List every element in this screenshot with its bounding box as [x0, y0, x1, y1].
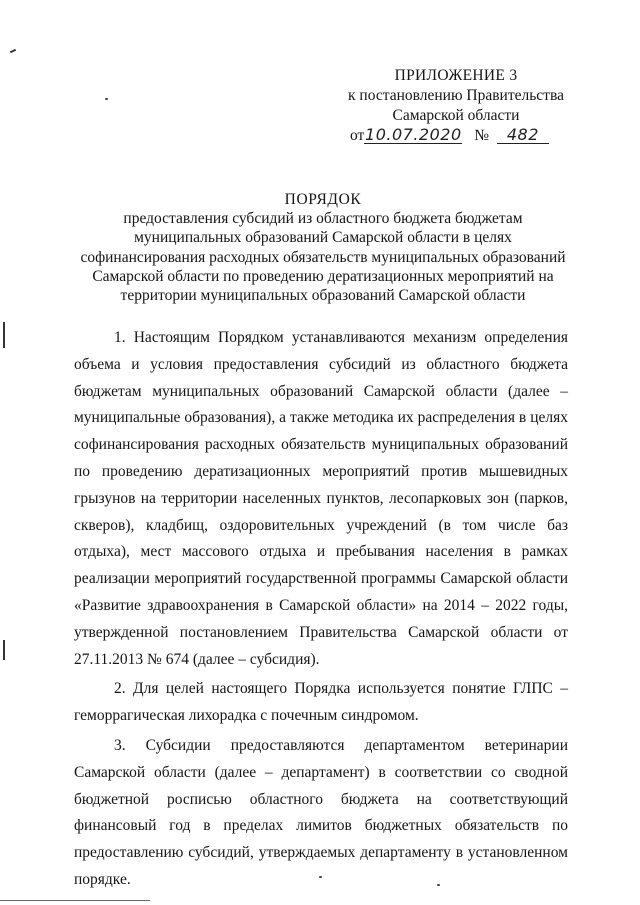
scan-stroke-mark	[10, 49, 16, 53]
title-line: предоставления субсидий из областного бюджета бюджетам	[123, 210, 523, 228]
scan-edge-mark	[3, 322, 5, 348]
handwritten-number: 482	[497, 126, 549, 144]
region-name: Самарской области	[392, 107, 520, 124]
scan-bottom-line	[0, 900, 150, 901]
document-title-block	[78, 190, 568, 305]
handwritten-date: 10.07.2020	[365, 125, 462, 144]
title-line: муниципальных образований Самарской области в целях	[134, 229, 512, 247]
title-line: софинансирования расходных обязательств муниципальных образований	[80, 248, 566, 266]
resolution-reference: к постановлению Правительства	[348, 87, 564, 104]
title-line: Самарской области по проведению дератизационных мероприятий на	[92, 267, 554, 285]
title-line: территории муниципальных образований Самарской области	[120, 287, 526, 305]
paragraph-3: 3. Субсидии предоставляются департаментом ветеринарии Самарской области (далее – департамент) в соответствии со сводной бюджетной росписью областного бюджета на соответствующий финансовый год в пределах лимитов бюджетных обязательств по предоставлению субсидий, утверждаемых департаменту в установленном порядке.	[74, 736, 568, 888]
number-sign: №	[474, 127, 489, 144]
appendix-header	[336, 66, 576, 146]
scan-edge-mark	[3, 640, 5, 660]
document-body	[74, 325, 568, 897]
paragraph-1: 1. Настоящим Порядком устанавливаются механизм определения объема и условия предоставления субсидий из областного бюджета бюджетам муниципальных образований Самарской области (далее – муниципальные образования), а также методика их распределения в целях софинансирования расходных обязательств муниципальных образований по проведению дератизационных мероприятий против мышевидных грызунов на территории населенных пунктов, лесопарковых зон (парков, скверов), кладбищ, оздоровительных учреждений (в том числе баз отдыха), мест массового отдыха и пребывания населения в рамках реализации мероприятий государственной программы Самарской области «Развитие здравоохранения в Самарской области» на 2014 – 2022 годы, утвержденной постановлением Правительства Самарской области от 27.11.2013 № 674 (далее – субсидия).	[74, 329, 568, 668]
appendix-label: ПРИЛОЖЕНИЕ 3	[394, 67, 518, 84]
date-number-line	[336, 126, 576, 146]
from-label: от	[350, 127, 365, 144]
document-title: ПОРЯДОК	[284, 191, 362, 208]
paragraph-2: 2. Для целей настоящего Порядка используется понятие ГЛПС – геморрагическая лихорадка с почечным синдромом.	[74, 680, 568, 725]
scan-speck	[105, 98, 108, 100]
